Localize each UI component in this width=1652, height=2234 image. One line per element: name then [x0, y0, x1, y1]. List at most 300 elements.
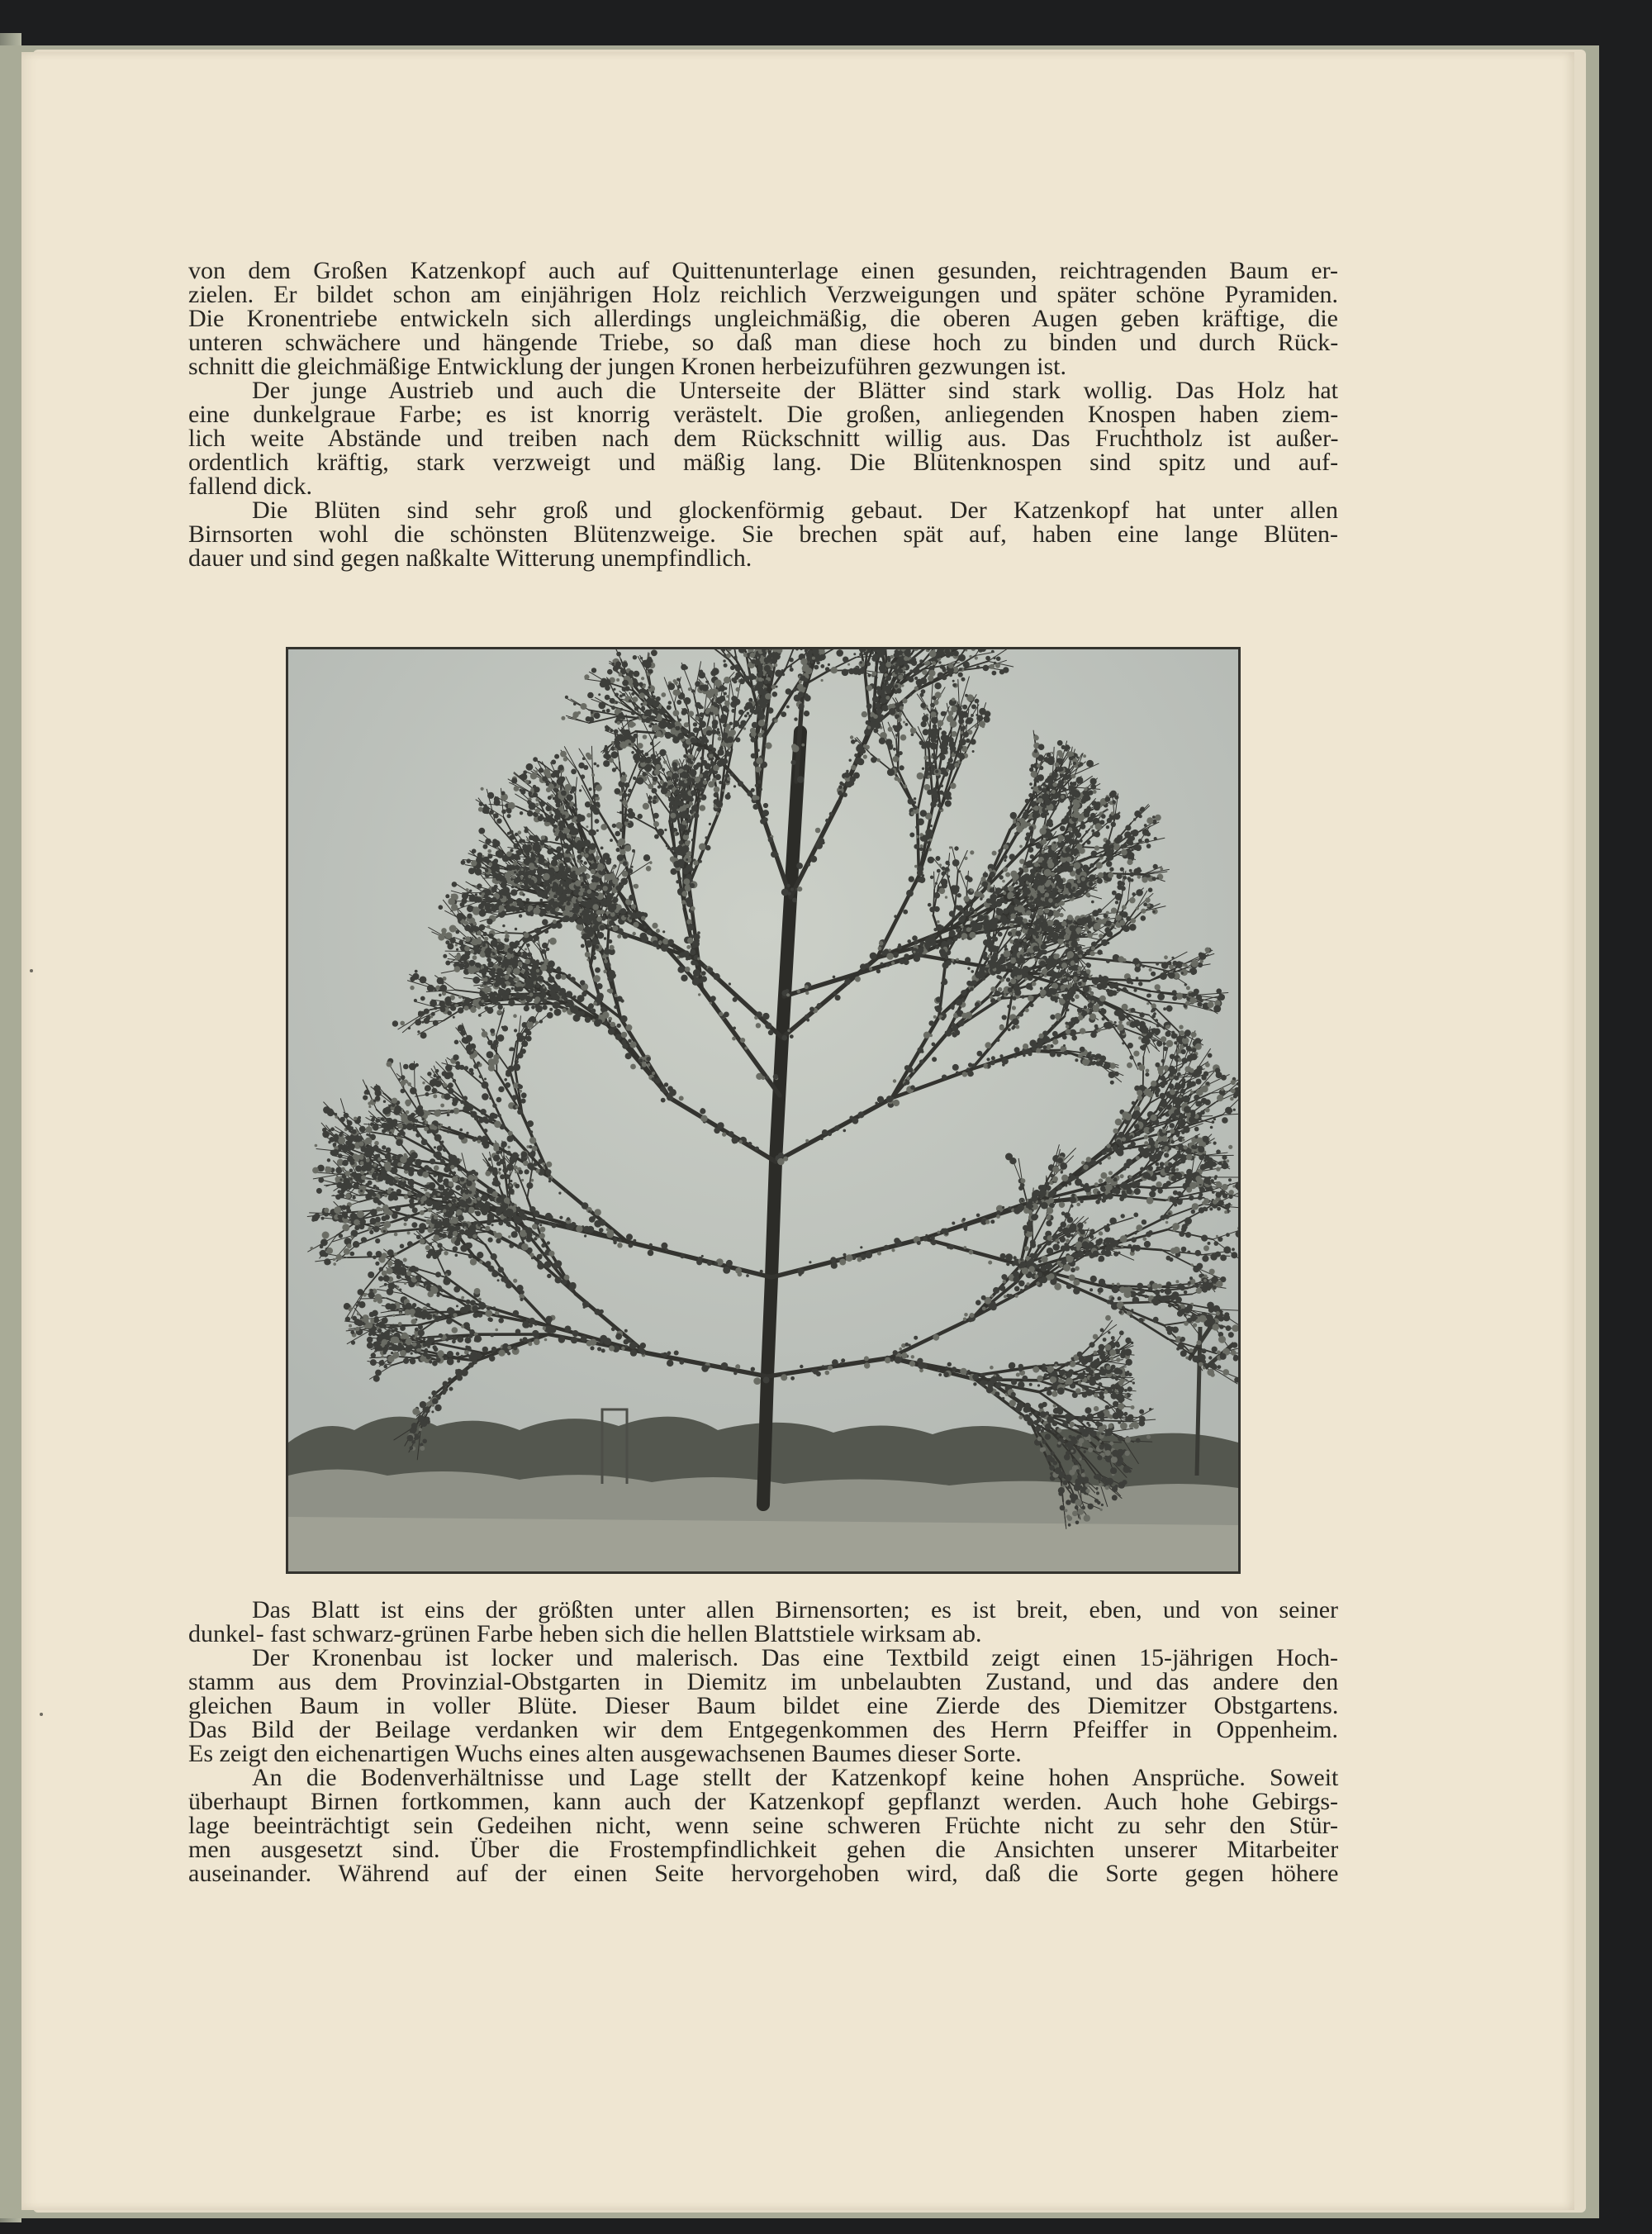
- blossom-cluster: [449, 938, 455, 944]
- blossom-cluster: [548, 1174, 550, 1176]
- text-line: dauer und sind gegen naßkalte Witterung unempfindlich.: [188, 544, 752, 572]
- blossom-cluster: [980, 973, 985, 978]
- blossom-cluster: [1014, 1054, 1017, 1058]
- blossom-cluster: [426, 1015, 431, 1020]
- blossom-cluster: [1080, 1028, 1086, 1034]
- blossom-cluster: [442, 991, 446, 996]
- blossom-cluster: [367, 1251, 373, 1257]
- blossom-cluster: [1063, 1044, 1066, 1047]
- blossom-cluster: [1026, 1049, 1031, 1054]
- blossom-cluster: [595, 967, 601, 973]
- blossom-cluster: [349, 1177, 352, 1180]
- blossom-cluster: [455, 944, 458, 946]
- blossom-cluster: [449, 1172, 451, 1175]
- blossom-cluster: [447, 1114, 450, 1117]
- blossom-cluster: [965, 1012, 972, 1020]
- blossom-cluster: [373, 1185, 377, 1188]
- blossom-cluster: [1078, 966, 1082, 970]
- blossom-cluster: [442, 1071, 448, 1077]
- blossom-cluster: [453, 1079, 456, 1082]
- blossom-cluster: [640, 1067, 643, 1070]
- blossom-cluster: [1042, 1045, 1047, 1049]
- blossom-cluster: [1026, 933, 1031, 938]
- blossom-cluster: [970, 987, 974, 991]
- blossom-cluster: [463, 996, 465, 999]
- blossom-cluster: [458, 1134, 465, 1140]
- blossom-cluster: [1056, 1052, 1061, 1057]
- blossom-cluster: [549, 1215, 553, 1219]
- branch: [934, 872, 935, 889]
- blossom-cluster: [370, 1209, 377, 1216]
- blossom-cluster: [970, 850, 974, 854]
- blossom-cluster: [660, 1086, 666, 1092]
- blossom-cluster: [487, 1051, 494, 1058]
- blossom-cluster: [498, 1114, 501, 1117]
- blossom-cluster: [618, 1238, 621, 1242]
- blossom-cluster: [403, 1064, 409, 1070]
- blossom-cluster: [569, 1000, 573, 1004]
- blossom-cluster: [488, 948, 491, 951]
- blossom-cluster: [893, 1100, 900, 1106]
- blossom-cluster: [445, 961, 450, 966]
- blossom-cluster: [416, 1235, 420, 1239]
- blossom-cluster: [311, 1247, 314, 1250]
- blossom-cluster: [1070, 1017, 1076, 1023]
- blossom-cluster: [643, 854, 650, 861]
- blossom-cluster: [444, 1167, 449, 1172]
- blossom-cluster: [347, 1119, 350, 1123]
- blossom-cluster: [1078, 1015, 1084, 1021]
- blossom-cluster: [923, 1032, 930, 1039]
- blossom-cluster: [661, 1098, 666, 1103]
- blossom-cluster: [630, 1064, 636, 1070]
- blossom-cluster: [622, 1039, 627, 1044]
- blossom-cluster: [1004, 991, 1007, 994]
- blossom-cluster: [401, 1075, 406, 1080]
- blossom-cluster: [999, 1054, 1003, 1058]
- blossom-cluster: [341, 1167, 345, 1172]
- blossom-cluster: [439, 1001, 445, 1007]
- blossom-cluster: [857, 1111, 864, 1118]
- blossom-cluster: [544, 999, 547, 1002]
- blossom-cluster: [607, 1230, 611, 1234]
- blossom-cluster: [407, 1241, 413, 1247]
- blossom-cluster: [448, 1126, 451, 1129]
- blossom-cluster: [424, 1009, 430, 1015]
- blossom-cluster: [651, 1077, 655, 1081]
- blossom-cluster: [482, 944, 486, 947]
- blossom-cluster: [947, 1029, 951, 1032]
- blossom-cluster: [1050, 1051, 1056, 1058]
- blossom-cluster: [466, 1132, 468, 1134]
- blossom-cluster: [540, 992, 546, 998]
- blossom-cluster: [443, 954, 447, 958]
- blossom-cluster: [477, 1062, 480, 1065]
- blossom-cluster: [820, 1137, 824, 1140]
- blossom-cluster: [477, 952, 480, 954]
- blossom-cluster: [667, 1095, 673, 1101]
- blossom-cluster: [1004, 950, 1011, 958]
- blossom-cluster: [325, 1167, 331, 1173]
- blossom-cluster: [1027, 953, 1030, 957]
- blossom-cluster: [534, 996, 540, 1002]
- blossom-cluster: [536, 984, 540, 988]
- blossom-cluster: [312, 1167, 319, 1174]
- blossom-cluster: [1050, 1015, 1055, 1020]
- blossom-cluster: [448, 1082, 453, 1088]
- blossom-cluster: [565, 1003, 570, 1008]
- blossom-cluster: [1028, 996, 1033, 1001]
- blossom-cluster: [608, 1028, 615, 1034]
- blossom-cluster: [401, 1116, 407, 1123]
- blossom-cluster: [954, 846, 958, 850]
- blossom-cluster: [393, 1160, 396, 1162]
- blossom-cluster: [953, 885, 960, 891]
- blossom-cluster: [1106, 989, 1110, 993]
- blossom-cluster: [506, 988, 511, 994]
- blossom-cluster: [348, 1147, 352, 1151]
- blossom-cluster: [717, 1122, 724, 1129]
- blossom-cluster: [617, 996, 623, 1001]
- blossom-cluster: [394, 1233, 398, 1237]
- blossom-cluster: [387, 1123, 392, 1128]
- blossom-cluster: [966, 1067, 970, 1071]
- blossom-cluster: [497, 944, 505, 951]
- blossom-cluster: [945, 861, 949, 865]
- blossom-cluster: [359, 1155, 364, 1160]
- blossom-cluster: [480, 1109, 486, 1115]
- blossom-cluster: [935, 1005, 942, 1013]
- blossom-cluster: [339, 1233, 343, 1238]
- text-line: Die Kronentriebe entwickeln sich allerdings ungleichmäßig, die oberen Augen geben kräftige, die: [188, 305, 1338, 332]
- blossom-cluster: [1016, 1025, 1020, 1029]
- blossom-cluster: [548, 976, 554, 982]
- blossom-cluster: [435, 1069, 439, 1072]
- blossom-cluster: [584, 1234, 586, 1237]
- blossom-cluster: [503, 996, 509, 1001]
- blossom-cluster: [1082, 1058, 1089, 1066]
- blossom-cluster: [519, 1036, 521, 1039]
- blossom-cluster: [437, 1193, 440, 1196]
- blossom-cluster: [646, 1057, 651, 1062]
- blossom-cluster: [928, 903, 932, 907]
- blossom-cluster: [360, 1161, 364, 1165]
- blossom-cluster: [459, 940, 463, 944]
- blossom-cluster: [962, 1072, 967, 1077]
- blossom-cluster: [543, 1167, 545, 1169]
- blossom-cluster: [998, 987, 1002, 991]
- blossom-cluster: [491, 1043, 497, 1050]
- blossom-cluster: [1015, 930, 1021, 936]
- blossom-cluster: [447, 1110, 450, 1113]
- blossom-cluster: [732, 1137, 739, 1144]
- blossom-cluster: [349, 1220, 351, 1223]
- blossom-cluster: [952, 1032, 955, 1035]
- blossom-cluster: [479, 1075, 482, 1078]
- blossom-cluster: [483, 932, 487, 936]
- text-line: eine dunkelgraue Farbe; es ist knorrig verästelt. Die großen, anliegenden Knospen haben ziem-: [188, 401, 1339, 428]
- blossom-cluster: [1095, 1027, 1099, 1030]
- blossom-cluster: [482, 994, 488, 1000]
- text-line: fallend dick.: [188, 473, 312, 500]
- blossom-cluster: [472, 922, 476, 925]
- blossom-cluster: [327, 1109, 335, 1116]
- blossom-cluster: [614, 1005, 617, 1009]
- blossom-cluster: [400, 1021, 405, 1026]
- blossom-cluster: [567, 1223, 574, 1230]
- blossom-cluster: [401, 1089, 406, 1094]
- blossom-cluster: [386, 1118, 389, 1121]
- blossom-cluster: [482, 1031, 488, 1038]
- blossom-cluster: [999, 956, 1006, 963]
- blossom-cluster: [548, 1222, 552, 1225]
- blossom-cluster: [311, 1218, 315, 1221]
- blossom-cluster: [617, 1024, 621, 1028]
- blossom-cluster: [392, 1155, 397, 1160]
- blossom-cluster: [1077, 1008, 1082, 1013]
- blossom-cluster: [1035, 958, 1037, 961]
- blossom-cluster: [584, 861, 587, 864]
- blossom-cluster: [587, 1226, 595, 1233]
- blossom-cluster: [492, 1058, 499, 1064]
- blossom-cluster: [320, 1238, 328, 1246]
- blossom-cluster: [955, 863, 958, 866]
- blossom-cluster: [425, 1085, 431, 1091]
- blossom-cluster: [746, 1274, 749, 1277]
- blossom-cluster: [316, 1188, 322, 1194]
- blossom-cluster: [1063, 994, 1070, 1001]
- blossom-cluster: [414, 1065, 416, 1067]
- blossom-cluster: [434, 1081, 441, 1087]
- blossom-cluster: [450, 1110, 454, 1114]
- blossom-cluster: [455, 1064, 461, 1070]
- blossom-cluster: [387, 1062, 392, 1067]
- blossom-cluster: [1008, 932, 1012, 936]
- text-line: zielen. Er bildet schon am einjährigen Holz reichlich Verzweigungen und später schöne Pyramiden.: [188, 281, 1339, 308]
- blossom-cluster: [449, 1155, 454, 1161]
- blossom-cluster: [551, 992, 558, 1000]
- blossom-cluster: [956, 915, 959, 918]
- blossom-cluster: [664, 1082, 668, 1086]
- blossom-cluster: [477, 931, 482, 936]
- blossom-cluster: [493, 1114, 498, 1119]
- blossom-cluster: [501, 983, 506, 988]
- blossom-cluster: [338, 1153, 343, 1158]
- blossom-cluster: [586, 893, 591, 898]
- blossom-cluster: [482, 948, 486, 952]
- blossom-cluster: [534, 989, 538, 992]
- blossom-cluster: [822, 1129, 828, 1135]
- blossom-cluster: [877, 1096, 884, 1103]
- blossom-cluster: [417, 1020, 420, 1023]
- blossom-cluster: [1002, 965, 1005, 968]
- blossom-cluster: [928, 1020, 934, 1026]
- blossom-cluster: [739, 1140, 743, 1143]
- blossom-cluster: [961, 990, 966, 996]
- blossom-cluster: [1023, 1054, 1026, 1058]
- blossom-cluster: [434, 1134, 442, 1142]
- blossom-cluster: [458, 996, 462, 999]
- blossom-cluster: [617, 1243, 622, 1248]
- blossom-cluster: [573, 1015, 581, 1022]
- text-line: Die Blüten sind sehr groß und glockenförmig gebaut. Der Katzenkopf hat unter allen: [252, 497, 1338, 524]
- blossom-cluster: [483, 1129, 487, 1133]
- blossom-cluster: [1012, 1005, 1016, 1010]
- blossom-cluster: [514, 978, 517, 982]
- blossom-cluster: [354, 1117, 357, 1120]
- blossom-cluster: [1064, 1051, 1069, 1056]
- blossom-cluster: [521, 970, 525, 974]
- blossom-cluster: [1032, 1047, 1037, 1052]
- blossom-cluster: [1017, 1016, 1019, 1019]
- blossom-cluster: [511, 987, 514, 990]
- blossom-cluster: [661, 1243, 667, 1249]
- blossom-cluster: [970, 889, 973, 892]
- blossom-cluster: [439, 985, 447, 992]
- blossom-cluster: [438, 934, 444, 940]
- blossom-cluster: [447, 943, 453, 949]
- blossom-cluster: [464, 997, 471, 1004]
- blossom-cluster: [375, 1096, 380, 1100]
- blossom-cluster: [945, 896, 947, 898]
- blossom-cluster: [392, 1098, 397, 1104]
- blossom-cluster: [533, 939, 536, 943]
- blossom-cluster: [548, 996, 552, 1001]
- blossom-cluster: [357, 1301, 360, 1305]
- blossom-cluster: [1046, 940, 1049, 944]
- blossom-cluster: [494, 1121, 501, 1129]
- blossom-cluster: [1009, 939, 1014, 944]
- blossom-cluster: [433, 1020, 439, 1026]
- blossom-cluster: [410, 977, 415, 982]
- blossom-cluster: [526, 1036, 532, 1042]
- blossom-cluster: [514, 1138, 516, 1141]
- blossom-cluster: [491, 1224, 494, 1226]
- blossom-cluster: [1014, 1047, 1020, 1053]
- blossom-cluster: [410, 1087, 417, 1095]
- blossom-cluster: [1043, 945, 1047, 949]
- blossom-cluster: [593, 975, 601, 982]
- blossom-cluster: [615, 1034, 622, 1040]
- blossom-cluster: [466, 1044, 472, 1051]
- blossom-cluster: [385, 1153, 392, 1160]
- blossom-cluster: [335, 1173, 337, 1176]
- blossom-cluster: [1038, 1034, 1043, 1039]
- blossom-cluster: [1038, 969, 1042, 972]
- blossom-cluster: [383, 1128, 387, 1132]
- blossom-cluster: [628, 1039, 632, 1043]
- blossom-cluster: [993, 937, 998, 942]
- blossom-cluster: [1025, 1008, 1029, 1012]
- text-line: lich weite Abstände und treiben nach dem Rückschnitt willig aus. Das Fruchtholz ist außer-: [188, 425, 1339, 452]
- blossom-cluster: [333, 1258, 335, 1261]
- blossom-cluster: [441, 982, 444, 984]
- blossom-cluster: [608, 939, 612, 944]
- blossom-cluster: [1097, 949, 1102, 954]
- blossom-cluster: [608, 1020, 611, 1023]
- blossom-cluster: [587, 1006, 592, 1011]
- blossom-cluster: [548, 960, 555, 967]
- blossom-cluster: [427, 1072, 431, 1076]
- blossom-cluster: [529, 1137, 536, 1143]
- blossom-cluster: [1084, 1005, 1087, 1009]
- blossom-cluster: [375, 1119, 379, 1123]
- blossom-cluster: [440, 1007, 446, 1013]
- blossom-cluster: [529, 1130, 533, 1134]
- blossom-cluster: [530, 976, 536, 982]
- blossom-cluster: [386, 1148, 391, 1153]
- blossom-cluster: [478, 1014, 482, 1017]
- blossom-cluster: [471, 1072, 474, 1075]
- blossom-cluster: [449, 925, 457, 933]
- blossom-cluster: [602, 1011, 609, 1018]
- blossom-cluster: [1044, 974, 1047, 977]
- blossom-cluster: [524, 956, 527, 959]
- blossom-cluster: [525, 971, 529, 975]
- blossom-cluster: [444, 1083, 448, 1087]
- blossom-cluster: [1018, 1012, 1023, 1017]
- blossom-cluster: [991, 1056, 995, 1060]
- blossom-cluster: [1012, 1025, 1015, 1029]
- blossom-cluster: [505, 1082, 510, 1088]
- blossom-cluster: [906, 1077, 910, 1081]
- blossom-cluster: [363, 1293, 366, 1296]
- blossom-cluster: [1042, 950, 1047, 955]
- paragraph: [188, 259, 1338, 378]
- text-line: Der junge Austrieb und auch die Unterseite der Blätter sind stark wollig. Das Holz hat: [252, 377, 1338, 404]
- text-line: schnitt die gleichmäßige Entwicklung der jungen Kronen herbeizuführen gezwungen ist.: [188, 353, 1067, 380]
- blossom-cluster: [652, 1072, 655, 1075]
- blossom-cluster: [700, 1108, 705, 1112]
- blossom-cluster: [459, 963, 464, 967]
- blossom-cluster: [563, 1008, 567, 1012]
- blossom-cluster: [456, 948, 458, 951]
- blossom-cluster: [525, 948, 527, 951]
- blossom-cluster: [680, 1254, 685, 1259]
- blossom-cluster: [1012, 1018, 1019, 1025]
- blossom-cluster: [525, 996, 528, 999]
- blossom-cluster: [401, 1178, 405, 1181]
- blossom-cluster: [422, 1172, 429, 1178]
- blossom-cluster: [384, 1107, 392, 1115]
- blossom-cluster: [1098, 1061, 1104, 1067]
- blossom-cluster: [522, 963, 528, 969]
- blossom-cluster: [1009, 992, 1013, 996]
- blossom-cluster: [1052, 1039, 1058, 1044]
- blossom-cluster: [434, 1146, 436, 1148]
- blossom-cluster: [1077, 971, 1080, 974]
- blossom-cluster: [454, 1196, 457, 1199]
- blossom-cluster: [454, 1004, 458, 1007]
- blossom-cluster: [577, 918, 583, 924]
- blossom-cluster: [470, 966, 477, 973]
- blossom-cluster: [519, 1090, 522, 1093]
- blossom-cluster: [361, 1175, 366, 1180]
- blossom-cluster: [452, 1100, 458, 1106]
- blossom-cluster: [433, 1126, 437, 1130]
- blossom-cluster: [416, 1163, 420, 1167]
- blossom-cluster: [545, 982, 548, 985]
- blossom-cluster: [646, 866, 652, 872]
- blossom-cluster: [327, 1260, 331, 1264]
- blossom-cluster: [963, 896, 969, 901]
- blossom-cluster: [321, 1217, 325, 1220]
- blossom-cluster: [349, 1307, 353, 1311]
- blossom-cluster: [459, 1129, 463, 1132]
- blossom-cluster: [1048, 988, 1054, 994]
- blossom-cluster: [410, 1162, 413, 1166]
- blossom-cluster: [373, 1256, 377, 1260]
